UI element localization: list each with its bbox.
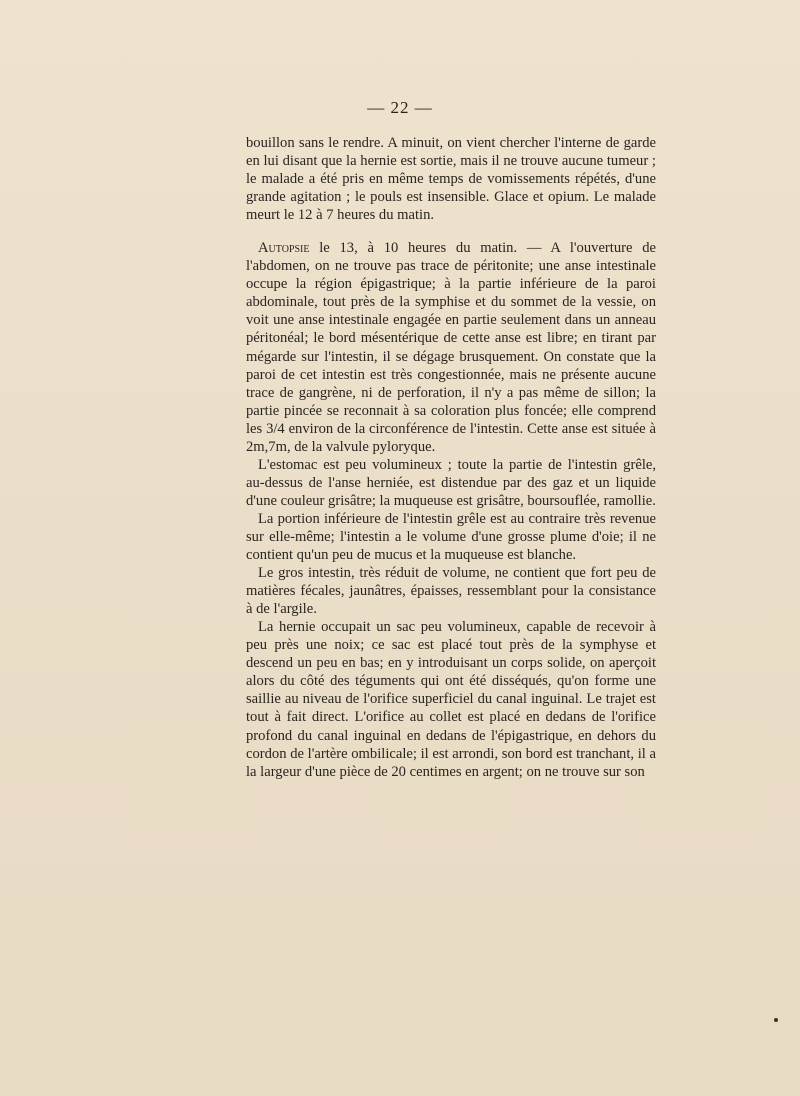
body-text <box>246 134 656 781</box>
page-number: — 22 — <box>367 98 433 117</box>
paragraph-6: La hernie occupait un sac peu volumineux, capable de recevoir à peu près une noix; ce sac est placé tout près de la symphyse et descend un peu en bas; en y introduisant un corps solide, on aperçoit alors du côté des téguments qui ont été disséqués, qu'on forme une saillie au niveau de l'orifice superficiel du canal inguinal. Le trajet est tout à fait direct. L'orifice au collet est placé en dedans de l'orifice profond du canal inguinal en dedans de l'épigastrique, en dehors du cordon de l'artère ombilicale; il est arrondi, son bord est tranchant, il a la largeur d'une pièce de 20 centimes en argent; on ne trouve sur son <box>246 619 656 780</box>
ink-speck <box>774 1018 778 1022</box>
section-lead: Autopsie <box>258 240 310 257</box>
paragraph-2-text: le 13, à 10 heures du matin. — A l'ouverture de l'abdomen, on ne trouve pas trace de péritonite; une anse intestinale occupe la région épigastrique; à la partie inférieure de la paroi abdominale, tout près de la symphise et du sommet de la vessie, on voit une anse intestinale engagée en partie seulement dans un anneau péritonéal; le bord mésentérique de cette anse est libre; en tirant par mégarde sur l'intestin, il se dégage brusquement. On constate que la paroi de cet intestin est très congestionnée, mais ne présente aucune trace de gangrène, ni de perforation, il n'y a pas même de sillon; la partie pincée se reconnait à sa coloration plus foncée; elle comprend les 3/4 environ de la circonférence de l'intestin. Cette anse est située à 2m,7m, de la valvule pyloryque. <box>246 240 656 455</box>
paragraph-2 <box>246 239 656 456</box>
paragraph-4: La portion inférieure de l'intestin grêle est au contraire très revenue sur elle-même; l'intestin a le volume d'une grosse plume d'oie; il ne contient qu'un peu de mucus et la muqueuse est blanche. <box>246 510 656 564</box>
paragraph-1: bouillon sans le rendre. A minuit, on vient chercher l'interne de garde en lui disant que la hernie est sortie, mais il ne trouve aucune tumeur ; le malade a été pris en même temps de vomissements répétés, d'une grande agitation ; le pouls est insensible. Glace et opium. Le malade meurt le 12 à 7 heures du matin. <box>246 135 656 224</box>
paragraph-5: Le gros intestin, très réduit de volume, ne contient que fort peu de matières fécales, jaunâtres, épaisses, ressemblant pour la consistance à de l'argile. <box>246 565 656 618</box>
paragraph-3: L'estomac est peu volumineux ; toute la partie de l'intestin grêle, au-dessus de l'anse herniée, est distendue par des gaz et un liquide d'une couleur grisâtre; la muqueuse est grisâtre, boursouflée, ramollie. <box>246 456 656 509</box>
